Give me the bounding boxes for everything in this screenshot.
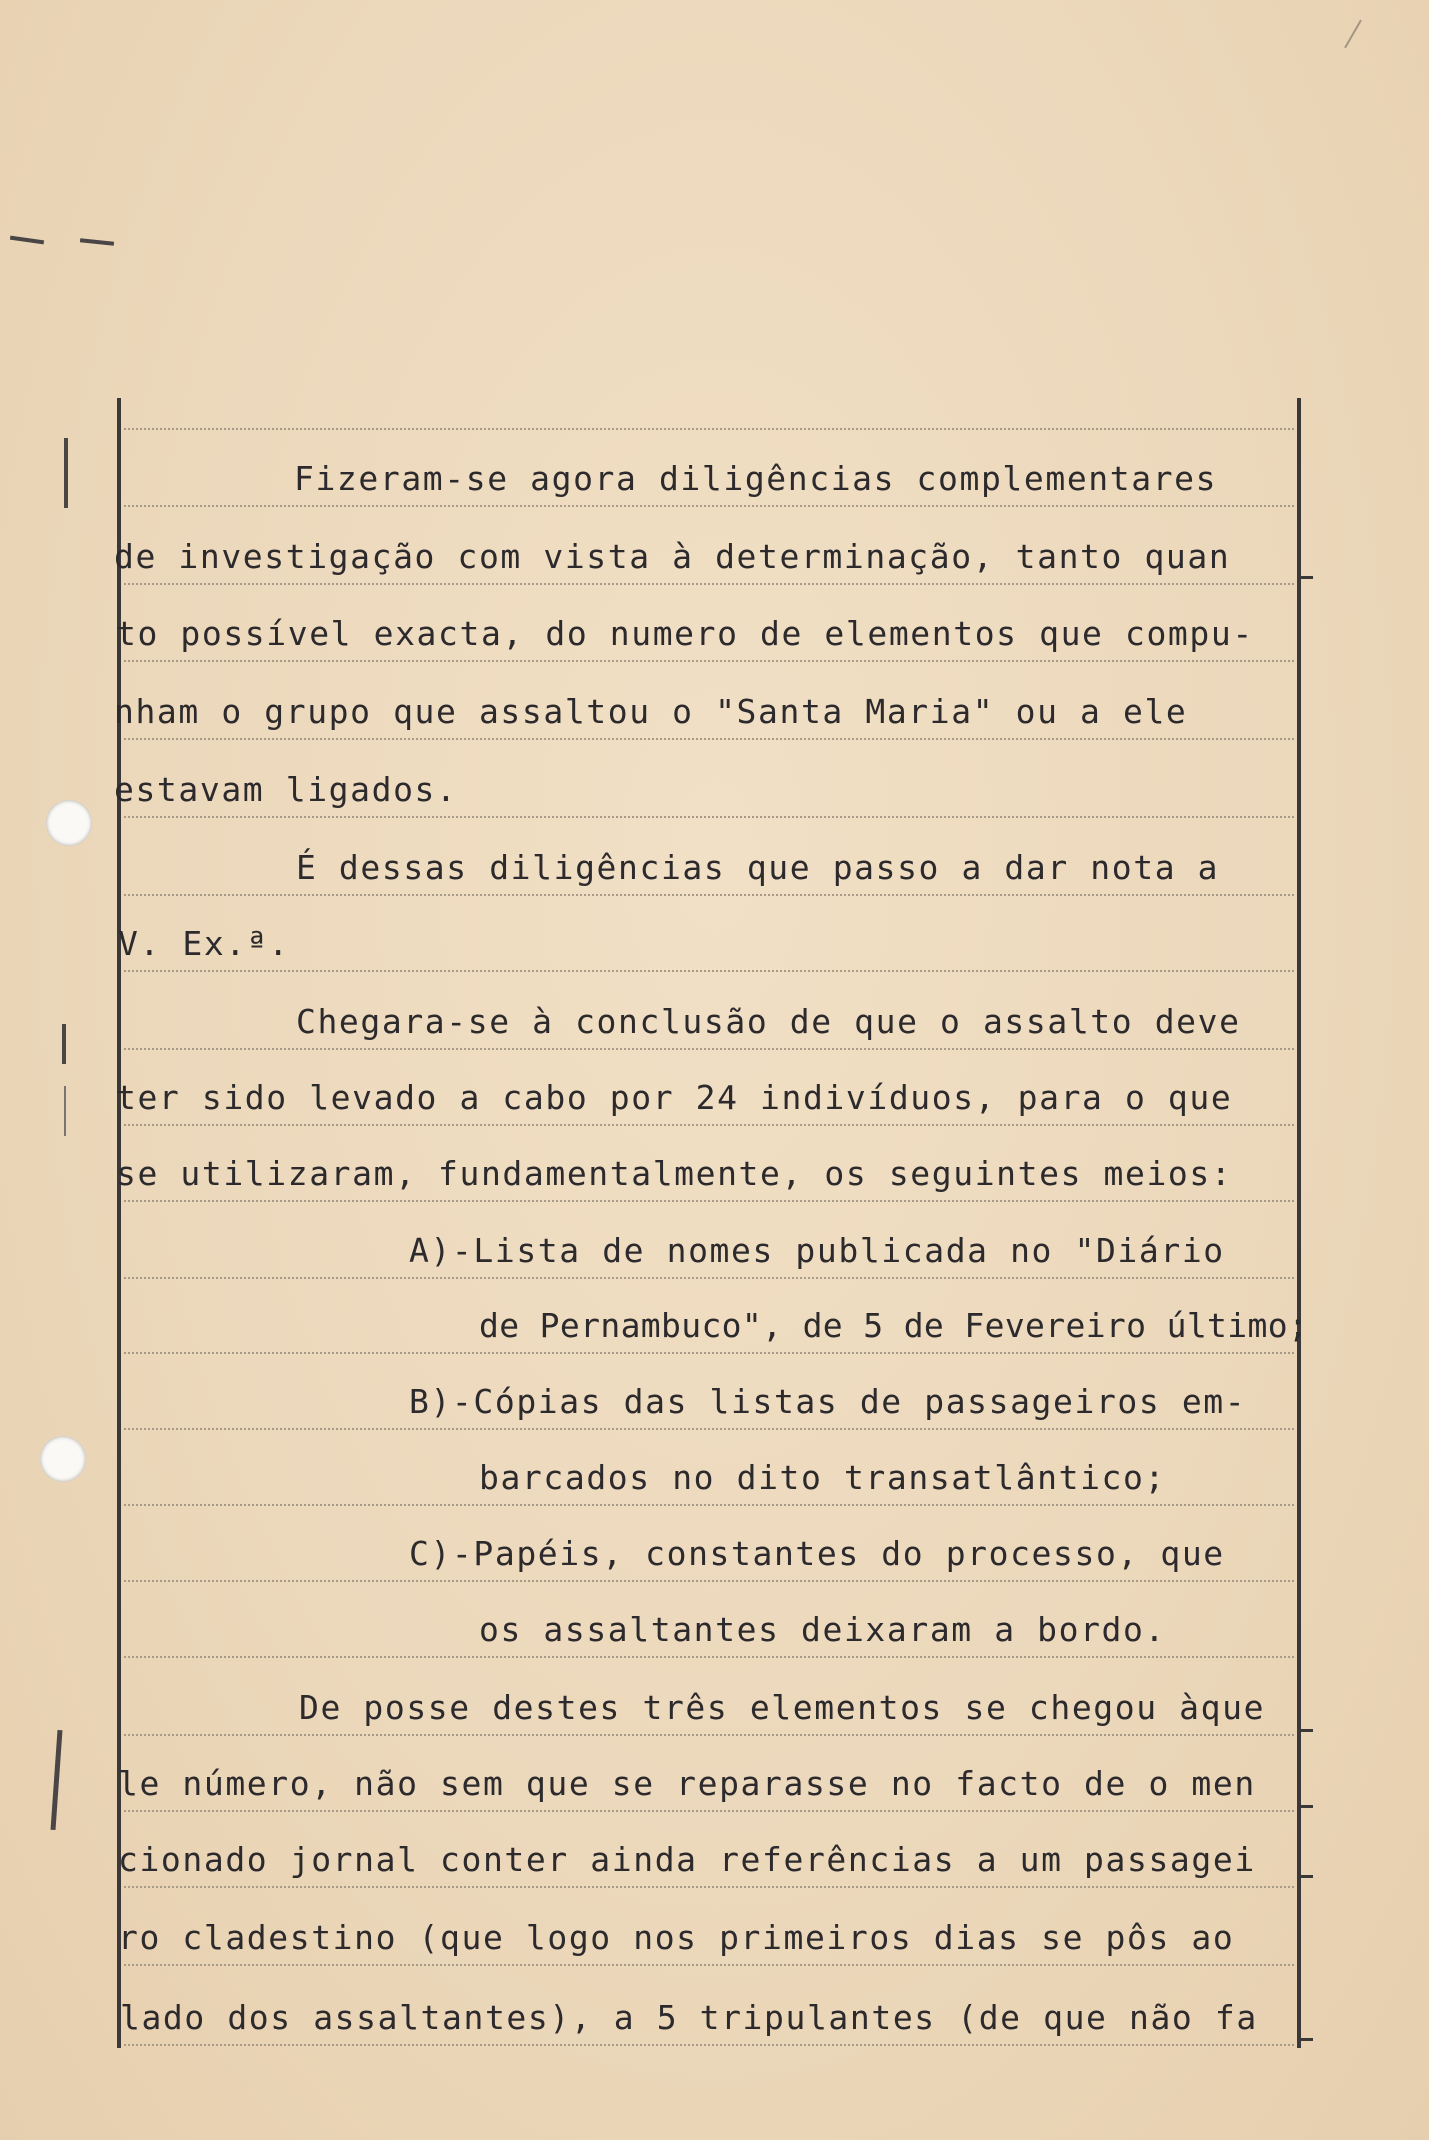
margin-hyphen-tick <box>1301 1875 1313 1878</box>
text-line-content: estavam ligados. <box>114 770 458 809</box>
text-line <box>124 1231 1294 1279</box>
top-dotted-rule <box>124 428 1294 430</box>
text-line <box>124 1534 1294 1582</box>
margin-mark <box>1344 20 1362 49</box>
text-line-content: ro cladestino (que logo nos primeiros dias se pôs ao <box>118 1918 1235 1957</box>
text-line-content: De posse destes três elementos se chegou àque <box>299 1688 1266 1727</box>
text-line <box>124 459 1294 507</box>
text-line <box>124 1306 1309 1354</box>
margin-hyphen-tick <box>1301 576 1313 579</box>
text-line-content: lado dos assaltantes), a 5 tripulantes (de que não fa <box>120 1998 1258 2037</box>
margin-mark <box>80 238 114 246</box>
text-line-content: É dessas diligências que passo a dar nota a <box>296 848 1220 887</box>
text-line-content: A)-Lista de nomes publicada no "Diário <box>409 1231 1225 1270</box>
text-line <box>116 1154 1294 1202</box>
text-line-content: le número, não sem que se reparasse no facto de o men <box>118 1764 1256 1803</box>
margin-hyphen-tick <box>1301 1805 1313 1808</box>
text-line <box>114 770 1294 818</box>
margin-mark <box>64 438 68 508</box>
margin-mark <box>64 1086 66 1136</box>
text-line <box>118 924 1294 972</box>
text-line-content: C)-Papéis, constantes do processo, que <box>409 1534 1225 1573</box>
text-line-content: nham o grupo que assaltou o "Santa Maria" ou a ele <box>114 692 1188 731</box>
text-line <box>118 1918 1294 1966</box>
text-line-content: to possível exacta, do numero de elementos que compu- <box>116 614 1254 653</box>
text-line-content: barcados no dito transatlântico; <box>479 1458 1166 1497</box>
text-line <box>118 1764 1294 1812</box>
text-line <box>124 1610 1294 1658</box>
text-line-content: de investigação com vista à determinação, tanto quan <box>114 537 1231 576</box>
text-line <box>120 1998 1294 2046</box>
right-margin-rule <box>1297 398 1301 2048</box>
text-line <box>124 848 1294 896</box>
text-line-content: V. Ex.ª. <box>118 924 290 963</box>
text-line-content: de Pernambuco", de 5 de Fevereiro último; <box>479 1306 1309 1345</box>
margin-hyphen-tick <box>1301 2038 1313 2041</box>
text-line-content: ter sido levado a cabo por 24 indivíduos, para o que <box>116 1078 1233 1117</box>
text-line <box>116 1078 1294 1126</box>
text-line <box>116 614 1294 662</box>
margin-hyphen-tick <box>1301 1729 1313 1732</box>
text-line <box>124 1002 1294 1050</box>
text-line-content: os assaltantes deixaram a bordo. <box>479 1610 1166 1649</box>
text-line <box>124 1688 1294 1736</box>
margin-mark <box>10 236 44 245</box>
text-line-content: Fizeram-se agora diligências complementares <box>294 459 1218 498</box>
margin-mark <box>51 1730 63 1830</box>
text-line <box>124 1458 1294 1506</box>
text-line-content: B)-Cópias das listas de passageiros em- <box>409 1382 1247 1421</box>
margin-mark <box>62 1024 66 1064</box>
text-line-content: Chegara-se à conclusão de que o assalto deve <box>296 1002 1241 1041</box>
punch-hole-lower <box>40 1436 86 1482</box>
text-line-content: se utilizaram, fundamentalmente, os seguintes meios: <box>116 1154 1233 1193</box>
punch-hole-upper <box>46 800 92 846</box>
text-line-content: cionado jornal conter ainda referências a um passagei <box>118 1840 1256 1879</box>
text-line <box>114 692 1294 740</box>
text-line <box>118 1840 1294 1888</box>
text-line <box>114 537 1294 585</box>
text-line <box>124 1382 1294 1430</box>
